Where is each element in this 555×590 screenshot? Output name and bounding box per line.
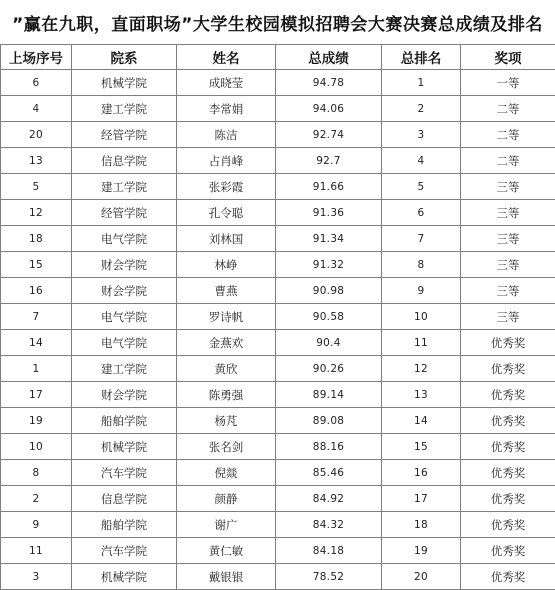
header-total-score: 总成绩: [276, 45, 382, 70]
rank-cell: 2: [382, 96, 461, 122]
department-cell: 经管学院: [72, 200, 177, 226]
order-cell: 15: [1, 252, 72, 278]
award-cell: 三等: [461, 226, 555, 252]
score-cell: 94.78: [276, 70, 382, 96]
score-cell: 84.18: [276, 538, 382, 564]
table-row: [1, 200, 555, 226]
table-row: [1, 122, 555, 148]
rank-cell: 18: [382, 512, 461, 538]
table-row: [1, 538, 555, 564]
score-cell: 91.66: [276, 174, 382, 200]
rank-cell: 13: [382, 382, 461, 408]
table-row: [1, 304, 555, 330]
department-cell: 机械学院: [72, 70, 177, 96]
name-cell: 刘林国: [177, 226, 276, 252]
department-cell: 电气学院: [72, 226, 177, 252]
table-row: [1, 356, 555, 382]
header-order: 上场序号: [1, 45, 72, 70]
header-department: 院系: [72, 45, 177, 70]
rank-cell: 20: [382, 564, 461, 590]
table-row: [1, 70, 555, 96]
award-cell: 优秀奖: [461, 486, 555, 512]
score-cell: 90.98: [276, 278, 382, 304]
header-award: 奖项: [461, 45, 555, 70]
order-cell: 2: [1, 486, 72, 512]
rank-cell: 4: [382, 148, 461, 174]
name-cell: 张名剑: [177, 434, 276, 460]
score-cell: 78.52: [276, 564, 382, 590]
award-cell: 优秀奖: [461, 330, 555, 356]
name-cell: 倪燚: [177, 460, 276, 486]
score-cell: 88.16: [276, 434, 382, 460]
order-cell: 11: [1, 538, 72, 564]
table-row: [1, 512, 555, 538]
award-cell: 优秀奖: [461, 564, 555, 590]
order-cell: 4: [1, 96, 72, 122]
order-cell: 14: [1, 330, 72, 356]
order-cell: 16: [1, 278, 72, 304]
name-cell: 杨芃: [177, 408, 276, 434]
rank-cell: 16: [382, 460, 461, 486]
score-cell: 84.92: [276, 486, 382, 512]
table-row: [1, 252, 555, 278]
header-name: 姓名: [177, 45, 276, 70]
score-cell: 85.46: [276, 460, 382, 486]
score-cell: 92.74: [276, 122, 382, 148]
rank-cell: 9: [382, 278, 461, 304]
sheet-title: ”赢在九职，直面职场”大学生校园模拟招聘会大赛决赛总成绩及排名: [0, 0, 555, 44]
department-cell: 财会学院: [72, 252, 177, 278]
rank-cell: 6: [382, 200, 461, 226]
rank-cell: 12: [382, 356, 461, 382]
order-cell: 13: [1, 148, 72, 174]
award-cell: 优秀奖: [461, 512, 555, 538]
department-cell: 汽车学院: [72, 460, 177, 486]
order-cell: 9: [1, 512, 72, 538]
order-cell: 17: [1, 382, 72, 408]
table-row: [1, 278, 555, 304]
name-cell: 张彩霞: [177, 174, 276, 200]
table-row: [1, 96, 555, 122]
order-cell: 19: [1, 408, 72, 434]
rank-cell: 1: [382, 70, 461, 96]
score-cell: 90.58: [276, 304, 382, 330]
score-cell: 89.08: [276, 408, 382, 434]
department-cell: 机械学院: [72, 434, 177, 460]
award-cell: 三等: [461, 200, 555, 226]
order-cell: 7: [1, 304, 72, 330]
rank-cell: 8: [382, 252, 461, 278]
award-cell: 优秀奖: [461, 460, 555, 486]
results-table: [0, 44, 555, 590]
name-cell: 黄欣: [177, 356, 276, 382]
name-cell: 曹燕: [177, 278, 276, 304]
score-cell: 91.32: [276, 252, 382, 278]
award-cell: 优秀奖: [461, 408, 555, 434]
department-cell: 经管学院: [72, 122, 177, 148]
award-cell: 二等: [461, 148, 555, 174]
rank-cell: 19: [382, 538, 461, 564]
rank-cell: 7: [382, 226, 461, 252]
department-cell: 财会学院: [72, 382, 177, 408]
department-cell: 汽车学院: [72, 538, 177, 564]
name-cell: 罗诗帆: [177, 304, 276, 330]
department-cell: 财会学院: [72, 278, 177, 304]
header-row: [1, 45, 555, 70]
table-row: [1, 226, 555, 252]
order-cell: 12: [1, 200, 72, 226]
table-row: [1, 564, 555, 590]
name-cell: 黄仁敏: [177, 538, 276, 564]
department-cell: 信息学院: [72, 148, 177, 174]
award-cell: 一等: [461, 70, 555, 96]
header-rank: 总排名: [382, 45, 461, 70]
order-cell: 6: [1, 70, 72, 96]
order-cell: 1: [1, 356, 72, 382]
name-cell: 孔令聪: [177, 200, 276, 226]
table-row: [1, 174, 555, 200]
name-cell: 成晓莹: [177, 70, 276, 96]
name-cell: 李常娟: [177, 96, 276, 122]
order-cell: 10: [1, 434, 72, 460]
table-row: [1, 382, 555, 408]
rank-cell: 5: [382, 174, 461, 200]
name-cell: 林峥: [177, 252, 276, 278]
table-row: [1, 460, 555, 486]
score-cell: 90.4: [276, 330, 382, 356]
award-cell: 优秀奖: [461, 434, 555, 460]
name-cell: 戴银银: [177, 564, 276, 590]
award-cell: 优秀奖: [461, 382, 555, 408]
order-cell: 18: [1, 226, 72, 252]
department-cell: 信息学院: [72, 486, 177, 512]
department-cell: 机械学院: [72, 564, 177, 590]
score-cell: 90.26: [276, 356, 382, 382]
rank-cell: 15: [382, 434, 461, 460]
score-cell: 84.32: [276, 512, 382, 538]
order-cell: 8: [1, 460, 72, 486]
name-cell: 占肖峰: [177, 148, 276, 174]
table-row: [1, 330, 555, 356]
order-cell: 3: [1, 564, 72, 590]
department-cell: 船舶学院: [72, 512, 177, 538]
rank-cell: 10: [382, 304, 461, 330]
award-cell: 三等: [461, 304, 555, 330]
department-cell: 建工学院: [72, 174, 177, 200]
name-cell: 谢广: [177, 512, 276, 538]
order-cell: 5: [1, 174, 72, 200]
order-cell: 20: [1, 122, 72, 148]
department-cell: 建工学院: [72, 96, 177, 122]
table-row: [1, 408, 555, 434]
rank-cell: 11: [382, 330, 461, 356]
name-cell: 陈洁: [177, 122, 276, 148]
award-cell: 优秀奖: [461, 356, 555, 382]
rank-cell: 3: [382, 122, 461, 148]
table-row: [1, 486, 555, 512]
score-cell: 91.36: [276, 200, 382, 226]
name-cell: 颜静: [177, 486, 276, 512]
score-cell: 89.14: [276, 382, 382, 408]
award-cell: 三等: [461, 174, 555, 200]
award-cell: 二等: [461, 122, 555, 148]
score-cell: 91.34: [276, 226, 382, 252]
score-cell: 92.7: [276, 148, 382, 174]
table-row: [1, 148, 555, 174]
award-cell: 优秀奖: [461, 538, 555, 564]
department-cell: 船舶学院: [72, 408, 177, 434]
department-cell: 电气学院: [72, 330, 177, 356]
department-cell: 电气学院: [72, 304, 177, 330]
department-cell: 建工学院: [72, 356, 177, 382]
name-cell: 陈勇强: [177, 382, 276, 408]
name-cell: 金燕欢: [177, 330, 276, 356]
award-cell: 三等: [461, 278, 555, 304]
rank-cell: 17: [382, 486, 461, 512]
table-row: [1, 434, 555, 460]
award-cell: 三等: [461, 252, 555, 278]
award-cell: 二等: [461, 96, 555, 122]
score-cell: 94.06: [276, 96, 382, 122]
rank-cell: 14: [382, 408, 461, 434]
